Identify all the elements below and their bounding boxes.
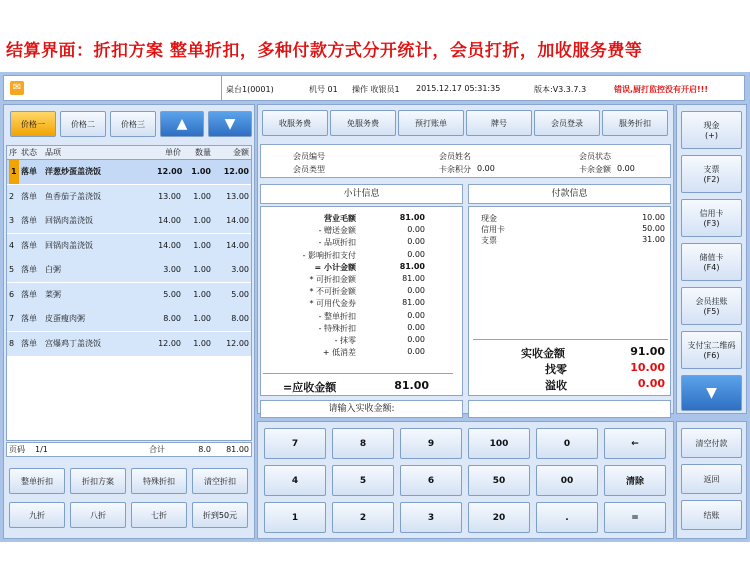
card-points-value: 0.00 bbox=[477, 164, 495, 173]
keypad-key[interactable]: 清除 bbox=[604, 465, 666, 496]
tab-price-1[interactable]: 价格一 bbox=[10, 111, 56, 137]
total-amount: 81.00 bbox=[226, 445, 249, 454]
keypad-key[interactable]: . bbox=[536, 502, 598, 533]
row-amount: 12.00 bbox=[226, 338, 249, 348]
pay-method-name: 现金 bbox=[703, 121, 720, 130]
payment-method-label: 支票 bbox=[481, 236, 497, 245]
order-list bbox=[6, 145, 252, 441]
row-no: 7 bbox=[9, 314, 15, 323]
subtotal-box bbox=[260, 206, 463, 396]
whole-order-discount-button[interactable]: 整单折扣 bbox=[9, 468, 65, 494]
pay-method-name: 会员挂账 bbox=[695, 297, 728, 306]
table-row[interactable] bbox=[7, 185, 251, 209]
discount-plan-button[interactable]: 折扣方案 bbox=[70, 468, 126, 494]
subtotal-label: * 可用代金券 bbox=[309, 299, 356, 309]
row-item-name: 洋葱炒蛋盖浇饭 bbox=[45, 167, 101, 176]
row-qty: 1.00 bbox=[193, 338, 211, 348]
row-qty: 1.00 bbox=[193, 216, 211, 225]
payment-methods-panel bbox=[676, 104, 747, 414]
pay-method-button[interactable] bbox=[681, 199, 742, 237]
pay-method-button[interactable] bbox=[681, 331, 742, 369]
page-label: 页码 bbox=[9, 445, 25, 454]
keypad-key[interactable]: 20 bbox=[468, 502, 530, 533]
subtotal-label: = 小计金额 bbox=[314, 262, 356, 272]
subtotal-value: 0.00 bbox=[407, 310, 425, 320]
divider bbox=[221, 76, 222, 100]
change-amount: 10.00 bbox=[630, 361, 665, 374]
version: 版本:V3.3.7.3 bbox=[534, 85, 587, 94]
scroll-up-button[interactable] bbox=[160, 111, 204, 137]
pay-method-shortcut: (F6) bbox=[703, 351, 720, 360]
pre-print-bill-button[interactable]: 预打账单 bbox=[398, 110, 464, 136]
row-price: 3.00 bbox=[163, 265, 181, 274]
row-status: 落单 bbox=[21, 216, 37, 225]
row-status: 落单 bbox=[21, 314, 37, 323]
col-item: 品项 bbox=[45, 148, 61, 157]
overflow-label: 溢收 bbox=[545, 379, 567, 392]
member-info bbox=[260, 144, 671, 178]
row-qty: 1.00 bbox=[193, 265, 211, 274]
subtotal-value: 0.00 bbox=[407, 347, 425, 357]
tab-price-2[interactable]: 价格二 bbox=[60, 111, 106, 137]
tab-price-3[interactable]: 价格三 bbox=[110, 111, 156, 137]
row-amount: 8.00 bbox=[231, 314, 249, 323]
machine-number: 机号 01 bbox=[309, 85, 338, 94]
row-item-name: 鱼香茄子盖浇饭 bbox=[45, 191, 101, 201]
row-no: 6 bbox=[9, 289, 15, 299]
subtotal-label: 营业毛额 bbox=[324, 214, 356, 223]
arrow-down-icon: ▼ bbox=[706, 385, 717, 401]
keypad-key[interactable]: 50 bbox=[468, 465, 530, 496]
row-qty: 1.00 bbox=[193, 240, 211, 250]
page-banner: 结算界面：折扣方案 整单折扣，多种付款方式分开统计，会员打折，加收服务费等 bbox=[6, 41, 643, 61]
subtotal-value: 0.00 bbox=[407, 286, 425, 296]
special-discount-button[interactable]: 特殊折扣 bbox=[131, 468, 187, 494]
keypad-key[interactable]: 5 bbox=[332, 465, 394, 496]
table-number: 桌台1(0001) bbox=[226, 85, 274, 94]
subtotal-value: 0.00 bbox=[407, 225, 425, 235]
keypad-key[interactable]: 9 bbox=[400, 428, 462, 459]
table-row[interactable] bbox=[7, 160, 251, 184]
subtotal-label: + 低消差 bbox=[322, 348, 356, 358]
payment-box bbox=[468, 206, 671, 396]
card-balance-value: 0.00 bbox=[617, 164, 635, 173]
keypad-key[interactable]: 8 bbox=[332, 428, 394, 459]
row-no: 5 bbox=[9, 265, 15, 274]
subtotal-label: * 可折扣金额 bbox=[309, 275, 356, 284]
row-price: 12.00 bbox=[157, 167, 183, 176]
pay-method-name: 支票 bbox=[703, 165, 720, 174]
service-discount-button[interactable]: 服务折扣 bbox=[602, 110, 668, 136]
subtotal-label: - 品项折扣 bbox=[318, 238, 356, 248]
keypad-key[interactable]: = bbox=[604, 502, 666, 533]
col-status: 状态 bbox=[21, 148, 37, 157]
datetime: 2015.12.17 05:31:35 bbox=[416, 84, 501, 93]
subtotal-title: 小计信息 bbox=[260, 184, 463, 204]
subtotal-label: * 不可折金额 bbox=[309, 287, 356, 297]
receivable-amount: 81.00 bbox=[394, 379, 429, 392]
row-no: 8 bbox=[9, 338, 15, 348]
subtotal-label: - 特殊折扣 bbox=[318, 323, 356, 333]
payment-method-label: 信用卡 bbox=[481, 225, 505, 234]
payment-method-amount: 10.00 bbox=[642, 213, 665, 222]
subtotal-label: - 整单折扣 bbox=[318, 311, 356, 321]
pos-window bbox=[0, 72, 750, 542]
subtotal-value: 81.00 bbox=[399, 261, 425, 271]
divider bbox=[473, 339, 668, 340]
clear-discount-button[interactable]: 清空折扣 bbox=[192, 468, 248, 494]
change-label: 找零 bbox=[545, 363, 567, 376]
row-status: 落单 bbox=[21, 338, 37, 348]
row-amount: 14.00 bbox=[226, 216, 249, 225]
total-qty: 8.0 bbox=[198, 445, 211, 454]
action-panel bbox=[676, 421, 747, 539]
paid-amount: 91.00 bbox=[630, 345, 665, 358]
subtotal-label: - 抹零 bbox=[334, 336, 356, 345]
warning-text: 错误,厨打监控没有开启!!! bbox=[614, 85, 708, 94]
row-no: 1 bbox=[9, 160, 19, 184]
operator-name: 操作 收银员1 bbox=[352, 85, 400, 94]
row-price: 12.00 bbox=[158, 338, 181, 348]
table-row[interactable] bbox=[7, 209, 251, 233]
waive-service-fee-button[interactable]: 免服务费 bbox=[330, 110, 396, 136]
add-service-fee-button[interactable]: 收服务费 bbox=[262, 110, 328, 136]
member-name-label: 会员姓名 bbox=[439, 152, 471, 161]
table-row[interactable] bbox=[7, 258, 251, 282]
app-logo-icon: ✉ bbox=[10, 81, 24, 95]
clear-payment-button[interactable]: 清空付款 bbox=[681, 428, 742, 458]
subtotal-value: 81.00 bbox=[399, 213, 425, 222]
paid-label: 实收金额 bbox=[521, 347, 565, 360]
row-item-name: 回锅肉盖浇饭 bbox=[45, 240, 93, 250]
pay-method-shortcut: (F3) bbox=[703, 219, 720, 228]
table-row[interactable] bbox=[7, 234, 251, 258]
subtotal-value: 0.00 bbox=[407, 335, 425, 344]
payment-method-amount: 31.00 bbox=[642, 235, 665, 244]
table-row[interactable] bbox=[7, 307, 251, 331]
top-bar bbox=[3, 75, 745, 101]
row-price: 14.00 bbox=[158, 240, 181, 250]
subtotal-value: 81.00 bbox=[402, 274, 425, 283]
discount-90-button[interactable]: 九折 bbox=[9, 502, 65, 528]
keypad-panel bbox=[257, 421, 674, 539]
row-item-name: 宫爆鸡丁盖浇饭 bbox=[45, 338, 101, 348]
row-status: 落单 bbox=[21, 191, 37, 201]
pay-method-shortcut: (F2) bbox=[703, 175, 720, 184]
subtotal-value: 0.00 bbox=[407, 237, 425, 247]
row-amount: 14.00 bbox=[226, 240, 249, 250]
payment-title: 付款信息 bbox=[468, 184, 671, 204]
row-amount: 12.00 bbox=[223, 167, 249, 176]
total-label: 合计 bbox=[149, 445, 165, 454]
row-qty: 1.00 bbox=[193, 191, 211, 201]
discount-80-button[interactable]: 八折 bbox=[70, 502, 126, 528]
member-type-label: 会员类型 bbox=[293, 165, 325, 174]
keypad-key[interactable]: 100 bbox=[468, 428, 530, 459]
row-item-name: 菜粥 bbox=[45, 289, 61, 299]
arrow-down-icon: ▼ bbox=[224, 116, 236, 132]
row-price: 14.00 bbox=[158, 216, 181, 225]
scroll-down-button[interactable] bbox=[208, 111, 252, 137]
pay-method-button[interactable] bbox=[681, 243, 742, 281]
row-price: 8.00 bbox=[163, 314, 181, 323]
more-methods-button[interactable] bbox=[681, 375, 742, 411]
member-status-label: 会员状态 bbox=[579, 152, 611, 161]
list-header bbox=[7, 146, 251, 160]
keypad-key[interactable]: 3 bbox=[400, 502, 462, 533]
subtotal-label: - 影响折扣支付 bbox=[302, 250, 356, 260]
keypad-key[interactable]: ← bbox=[604, 428, 666, 459]
tag-number-button[interactable]: 牌号 bbox=[466, 110, 532, 136]
keypad-key[interactable]: 7 bbox=[264, 428, 326, 459]
pay-method-name: 信用卡 bbox=[699, 209, 724, 218]
card-balance-label: 卡余金额 bbox=[579, 165, 611, 174]
row-no: 4 bbox=[9, 240, 15, 250]
amount-input-prompt: 请输入实收金额: bbox=[260, 400, 463, 418]
row-status: 落单 bbox=[21, 265, 37, 274]
row-amount: 13.00 bbox=[226, 191, 249, 201]
card-points-label: 卡余积分 bbox=[439, 165, 471, 174]
pay-method-shortcut: (+) bbox=[705, 131, 718, 140]
back-button[interactable]: 返回 bbox=[681, 464, 742, 494]
keypad-key[interactable]: 2 bbox=[332, 502, 394, 533]
keypad-key[interactable]: 00 bbox=[536, 465, 598, 496]
row-qty: 1.00 bbox=[193, 314, 211, 323]
keypad-key[interactable]: 6 bbox=[400, 465, 462, 496]
row-status: 落单 bbox=[21, 240, 37, 250]
discount-to-50-button[interactable]: 折到50元 bbox=[192, 502, 248, 528]
keypad-key[interactable]: 0 bbox=[536, 428, 598, 459]
subtotal-label: - 赠送金额 bbox=[318, 226, 356, 236]
keypad-key[interactable]: 4 bbox=[264, 465, 326, 496]
col-qty: 数量 bbox=[195, 148, 211, 157]
subtotal-value: 0.00 bbox=[407, 322, 425, 332]
pay-method-name: 支付宝二维码 bbox=[687, 341, 736, 350]
row-no: 2 bbox=[9, 191, 15, 201]
row-price: 5.00 bbox=[163, 289, 181, 299]
row-no: 3 bbox=[9, 216, 15, 225]
keypad-key[interactable]: 1 bbox=[264, 502, 326, 533]
checkout-button[interactable]: 结账 bbox=[681, 500, 742, 530]
row-status: 落单 bbox=[21, 289, 37, 299]
row-status: 落单 bbox=[21, 167, 37, 176]
row-qty: 1.00 bbox=[193, 289, 211, 299]
arrow-up-icon: ▲ bbox=[176, 116, 188, 132]
row-amount: 5.00 bbox=[231, 289, 249, 299]
page-number: 1/1 bbox=[35, 445, 48, 454]
pay-method-button[interactable] bbox=[681, 287, 742, 325]
subtotal-value: 81.00 bbox=[402, 298, 425, 308]
payment-method-label: 现金 bbox=[481, 214, 497, 223]
member-login-button[interactable]: 会员登录 bbox=[534, 110, 600, 136]
pay-method-button[interactable] bbox=[681, 155, 742, 193]
subtotal-value: 0.00 bbox=[407, 249, 425, 259]
divider bbox=[263, 373, 453, 374]
discount-70-button[interactable]: 七折 bbox=[131, 502, 187, 528]
table-row[interactable] bbox=[7, 283, 251, 307]
col-no: 序 bbox=[9, 148, 17, 157]
member-no-label: 会员编号 bbox=[293, 152, 325, 161]
amount-input[interactable] bbox=[468, 400, 671, 418]
row-item-name: 白粥 bbox=[45, 265, 61, 274]
receivable-label: =应收金额 bbox=[283, 381, 337, 394]
col-price: 单价 bbox=[165, 148, 181, 157]
row-price: 13.00 bbox=[158, 191, 181, 201]
pay-method-name: 储值卡 bbox=[699, 253, 724, 262]
pay-method-button[interactable] bbox=[681, 111, 742, 149]
row-qty: 1.00 bbox=[191, 167, 211, 176]
pay-method-shortcut: (F5) bbox=[703, 307, 720, 316]
pay-method-shortcut: (F4) bbox=[703, 263, 720, 272]
row-item-name: 皮蛋瘦肉粥 bbox=[45, 314, 85, 323]
row-item-name: 回锅肉盖浇饭 bbox=[45, 216, 93, 225]
list-footer bbox=[6, 442, 252, 457]
col-amount: 金额 bbox=[233, 148, 249, 157]
row-amount: 3.00 bbox=[231, 265, 249, 274]
overflow-amount: 0.00 bbox=[637, 377, 665, 390]
payment-method-amount: 50.00 bbox=[642, 224, 665, 233]
table-row[interactable] bbox=[7, 332, 251, 356]
